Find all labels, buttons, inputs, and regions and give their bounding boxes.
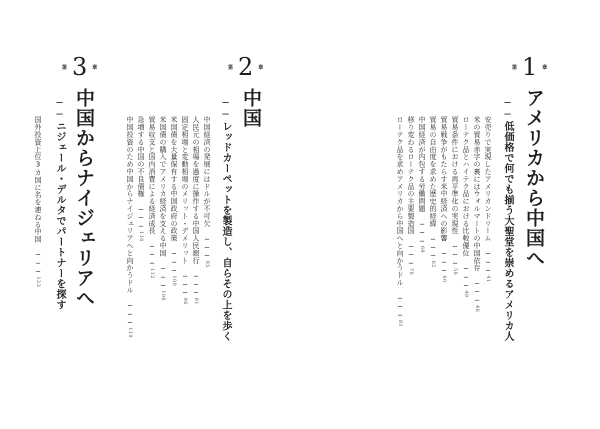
page-number: 69 <box>419 245 425 253</box>
item-text: 中国経済の発展にはドルが不可欠 ─── <box>203 116 211 261</box>
chapter-1-title: アメリカから中国へ <box>523 88 545 268</box>
chapter-1-number: 1 <box>522 53 538 81</box>
page-number: 76 <box>408 268 414 276</box>
chapter-1-item <box>451 116 458 275</box>
chapter-1-item <box>473 116 480 312</box>
item-text: 貿易戦争がもたらす米中経済への影響 ─── <box>440 116 448 276</box>
page-number: 81 <box>397 319 403 327</box>
chapter-3-number: 3 <box>72 53 88 81</box>
chapter-3-subtitle: ──ニジェール・デルタでパートナーを探す <box>54 98 65 310</box>
chapter-2-item <box>181 116 188 305</box>
chapter-2-item <box>159 116 166 301</box>
chapter-2-title: 中国 <box>240 88 262 128</box>
chapter-1-word: 第 <box>512 65 518 71</box>
chapter-3-title: 中国からナイジェリアへ <box>73 88 95 308</box>
chapter-2-item <box>203 116 210 268</box>
item-text: 急増する中国の不良債権 ─── <box>137 116 145 231</box>
item-text: 安売りで実現したアメリカンドリーム ─── <box>484 116 492 276</box>
page-number: 49 <box>463 290 469 298</box>
item-text: 米国債を大量保有する中国政府の政策 ─── <box>170 116 178 276</box>
page-number: 41 <box>485 275 491 283</box>
chapter-2-suffix: 章 <box>258 65 264 71</box>
chapter-1-marker <box>512 54 547 79</box>
page-number: 123 <box>35 276 41 288</box>
chapter-2-number: 2 <box>238 53 254 81</box>
page-number: 46 <box>474 305 480 313</box>
page-number: 100 <box>171 275 177 287</box>
chapter-3-word: 第 <box>62 65 68 71</box>
item-text: 貿易条件における再平準化の実現性 ─── <box>451 116 459 268</box>
item-text: 移り変わるローテク品の主要製造国 ─── <box>407 116 415 268</box>
item-text: 貿易収支と国内消費による経済成長 ─── <box>148 116 156 268</box>
chapter-2-subtitle: ──レッドカーペットを製造し、自らその上を歩く <box>220 98 231 342</box>
chapter-3-item <box>34 116 41 287</box>
page-number: 116 <box>138 231 144 242</box>
page-number: 106 <box>160 290 166 301</box>
chapter-2-word: 第 <box>228 65 234 71</box>
chapter-3-marker <box>62 54 97 79</box>
chapter-2-item <box>137 116 144 242</box>
page-number: 91 <box>193 297 199 305</box>
page-number: 60 <box>441 275 447 283</box>
item-text: ローテク品とハイテク品における比較優位 ─── <box>462 116 470 291</box>
item-text: 固定相場と変動相場のメリット・デメリット ─── <box>181 116 189 298</box>
chapter-1-suffix: 章 <box>542 65 548 71</box>
item-text: 人民元の相場を過度に操作する中国人民銀行 ─── <box>192 116 200 298</box>
item-text: 米国債の購入でアメリカ経済を支える中国 ─── <box>159 116 167 291</box>
chapter-2-item <box>170 116 177 286</box>
chapter-1-item <box>429 116 436 268</box>
chapter-1-subtitle: ──低価格で何でも揃う大聖堂を崇めるアメリカ人 <box>502 98 513 342</box>
chapter-2-item <box>192 116 199 305</box>
page-number: 119 <box>127 327 133 338</box>
item-text: 中国投資のため中国からナイジェリアへと向かうドル ─── <box>126 116 134 328</box>
chapter-1-item <box>484 116 491 283</box>
chapter-3-suffix: 章 <box>92 65 98 71</box>
chapter-1-item <box>418 116 425 253</box>
page-number: 112 <box>149 268 155 279</box>
item-text: 国外投資上位3カ国に名を連ねる中国 ─── <box>34 116 42 277</box>
chapter-2-item <box>148 116 155 279</box>
page-number: 56 <box>452 268 458 276</box>
chapter-1-item <box>440 116 447 283</box>
chapter-2-marker <box>228 54 263 79</box>
chapter-2-item <box>126 116 133 338</box>
chapter-1-item <box>462 116 469 297</box>
page-number: 85 <box>204 260 210 268</box>
item-text: ローテク品を求めアメリカから中国へと向かうドル ─── <box>396 116 404 320</box>
item-text: 中国経済が内包する労働問題 ─── <box>418 116 426 246</box>
item-text: 米の貿易赤字の裏にはウォルマートの中国依存 ─── <box>473 116 481 305</box>
page-number: 65 <box>430 260 436 268</box>
page-number: 96 <box>182 297 188 305</box>
item-text: 貿易の自由度を求めた歴史的経緯 ─── <box>429 116 437 261</box>
chapter-1-item <box>396 116 403 327</box>
chapter-1-item <box>407 116 414 275</box>
